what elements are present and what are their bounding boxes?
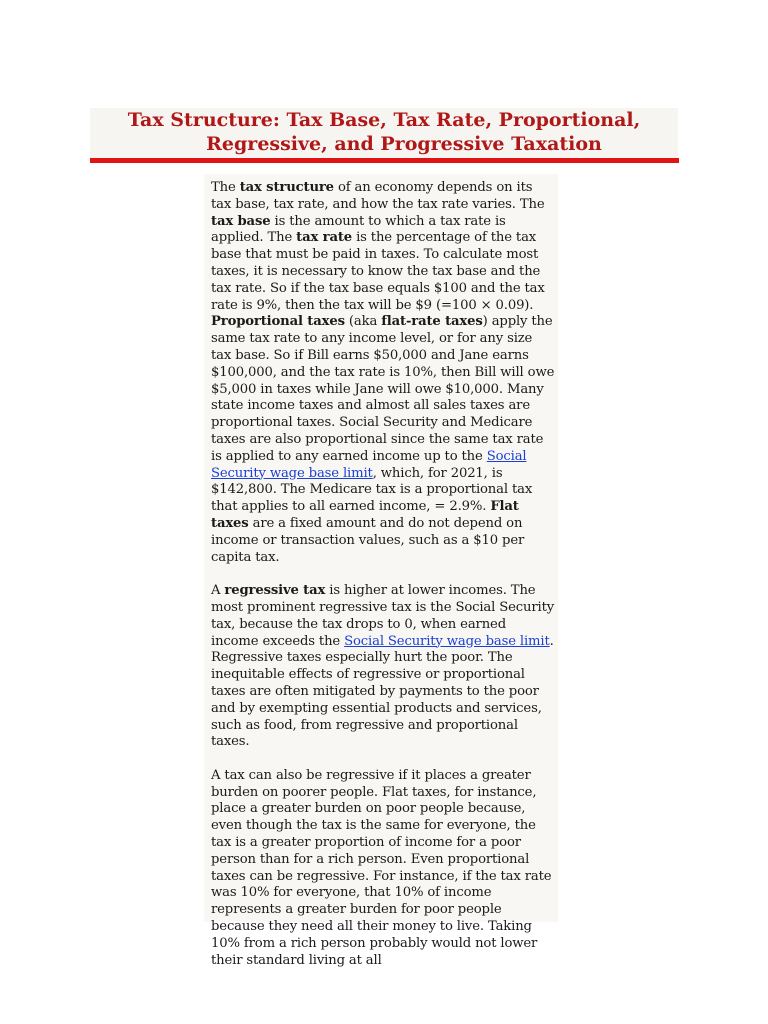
paragraph-text: are a fixed amount and do not depend on income or transaction values, such as a $10 per capita tax. <box>211 515 525 565</box>
page-title-line-2: Regressive, and Progressive Taxation <box>206 133 602 155</box>
article-text <box>211 180 556 986</box>
paragraph-text: A tax can also be regressive if it places a greater burden on poorer people. Flat taxes, for instance, place a greater burden on poor people because, even though the tax is the same for everyone, the tax is a greater proportion of income for a poor person than for a rich person. Even proportional taxes can be regressive. For instance, if the tax rate was 10% for everyone, that 10% of income represents a greater burden for poor people because they need all their money to live. Taking 10% from a rich person probably would not lower their standard living at all <box>211 767 552 968</box>
paragraph <box>211 180 556 566</box>
bold-term: tax base <box>211 213 271 229</box>
paragraph-text: , which, for 2021, is $142,800. The Medicare tax is a proportional tax that applies to all earned income, = 2.9%. <box>211 465 533 515</box>
paragraph-text: . Regressive taxes especially hurt the poor. The inequitable effects of regressive or proportional taxes are often mitigated by payments to the poor and by exempting essential products and services, such as food, from regressive and proportional taxes. <box>211 633 554 750</box>
article-body <box>204 174 558 968</box>
wage-base-limit-link[interactable]: Social Security wage base limit <box>344 633 550 649</box>
title-divider <box>90 158 679 163</box>
bold-term: flat-rate taxes <box>381 314 483 330</box>
bold-term: tax structure <box>239 180 334 195</box>
bold-term: tax rate <box>296 230 353 246</box>
bold-term: regressive tax <box>224 583 326 599</box>
page-title <box>90 108 678 156</box>
paragraph-text: is higher at lower incomes. The most prominent regressive tax is the Social Security tax, because the tax drops to 0, when earned income exceeds the <box>211 583 555 649</box>
paragraph <box>211 583 556 751</box>
paragraph-text: is the amount to which a tax rate is applied. The <box>211 213 506 246</box>
page-title-line-1: Tax Structure: Tax Base, Tax Rate, Proportional, <box>127 109 641 131</box>
paragraph-text: A <box>211 583 225 599</box>
bold-term: Proportional taxes <box>211 314 345 330</box>
bold-term: Flat taxes <box>211 499 519 531</box>
wage-base-limit-link[interactable]: Social Security wage base limit <box>211 448 527 481</box>
paragraph <box>211 768 556 970</box>
paragraph-text: ) apply the same tax rate to any income level, or for any size tax base. So if Bill earns $50,000 and Jane earns $100,000, and the tax rate is 10%, then Bill will owe $5,000 in taxes while Jane will owe $10,000. Many state income taxes and almost all sales taxes are proportional taxes. Social Security and Medicare taxes are also proportional since the same tax rate is applied to any earned income up to the <box>211 314 555 464</box>
paragraph-text: The <box>211 180 240 195</box>
paragraph-text: of an economy depends on its tax base, tax rate, and how the tax rate varies. The <box>211 180 545 212</box>
paragraph-text: (aka <box>344 314 382 330</box>
paragraph-text: is the percentage of the tax base that must be paid in taxes. To calculate most taxes, it is necessary to know the tax base and the tax rate. So if the tax base equals $100 and the tax rate is 9%, then the tax will be $9 (=100 × 0.09). <box>211 230 545 313</box>
